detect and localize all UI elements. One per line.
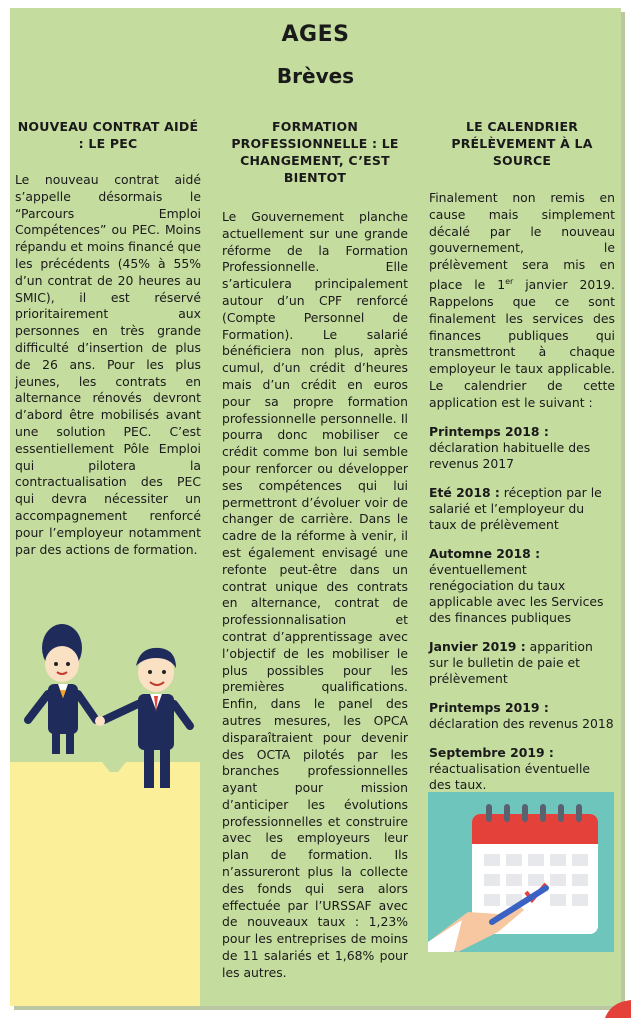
article-heading: FORMATION PROFESSIONNELLE : LE CHANGEMENT, C’EST BIENTOT [231,119,399,185]
calendar-events [429,424,615,793]
corner-decoration [601,998,631,1018]
article-heading: LE CALENDRIER PRÉLÈVEMENT À LA SOURCE [451,119,593,168]
article-heading: NOUVEAU CONTRAT AIDÉ : LE PEC [17,119,199,151]
woman-figure [28,624,96,754]
calendar-icon [428,792,614,952]
article-pec [15,118,201,558]
calendar-event: Printemps 2018 : déclaration habituelle des revenus 2017 [429,424,591,472]
calendar-event: Printemps 2019 : déclaration des revenus 2018 [429,700,614,732]
article-body: Finalement non remis en cause mais simplement décalé par le nouveau gouvernement, le prélèvement sera mis en place le 1er janvier 2019. Rappelons que ce sont finalement les services des finances publiques qui transmettront à chaque employeur le taux applicable. Le calendrier de cette application est le suivant : [429,190,615,410]
calendar-illustration [428,792,614,952]
page-title: AGES [281,22,350,47]
article-calendrier [429,118,615,806]
article-body: Le Gouvernement planche actuellement sur une grande réforme de la Formation Professionnelle. Elle s’articulera principalement autour d’un CPF renforcé (Compte Personnel de Formation). Le salarié bénéficiera non plus, après cumul, d’un crédit d’heures mais d’un crédit en euros pour sa propre formation professionnelle personnelle. Il pourra donc mobiliser ce crédit comme bon lui semble pour renforcer ou développer ses compétences qui lui permettront d’évoluer voir de changer de carrière. Dans le cadre de la réforme à venir, il est également envisagé une refonte peut-être dans un contrat unique des contrats en alternance, contrat de professionnalisation et contrat d’apprentissage avec l’objectif de les mobiliser le plus possibles pour les premières qualifications. Enfin, dans le panel des autres mesures, les OPCA disparaîtraient pour devenir des OCTA pilotés par les branches professionnelles ayant pour mission d’anticiper les évolutions professionnelles et construire avec les employeurs leur plan de formation. Ils n’assureront plus la collecte des fonds qui sera alors effectuée par l’URSSAF avec de nouveaux taux : 1,23% pour les entreprises de moins de 11 salariés et 1,68% pour les autres. [222,209,408,980]
article-body: Le nouveau contrat aidé s’appelle désormais le “Parcours Emploi Compétences” ou PEC. Moins répandu et moins financé que les précédents (45% à 55% d’un contrat de 20 heures au SMIC), il est réservé prioritairement aux personnes en très grande difficulté d’insertion de plus de 26 ans. Pour les plus jeunes, les contrats en alternance rénovés devront d’abord être mobilisés avant une solution PEC. C’est essentiellement Pôle Emploi qui pilotera la contractualisation des PEC qui devra nécessiter un accompagnement renforcé pour l’employeur notamment par des actions de formation. [15,172,201,557]
article-formation [222,118,408,982]
man-figure [95,648,190,788]
calendar-event: Septembre 2019 : réactualisation éventuelle des taux. [429,745,591,793]
calendar-event: Automne 2018 : éventuellement renégociation du taux applicable avec les Services des finances publiques [429,546,604,626]
handshake-people-illustration [10,620,210,800]
page-subtitle: Brèves [276,64,355,88]
calendar-event: Eté 2018 : réception par le salarié et l’employeur du taux de prélèvement [429,485,602,533]
calendar-event: Janvier 2019 : apparition sur le bulletin de paie et prélèvement [429,639,593,687]
